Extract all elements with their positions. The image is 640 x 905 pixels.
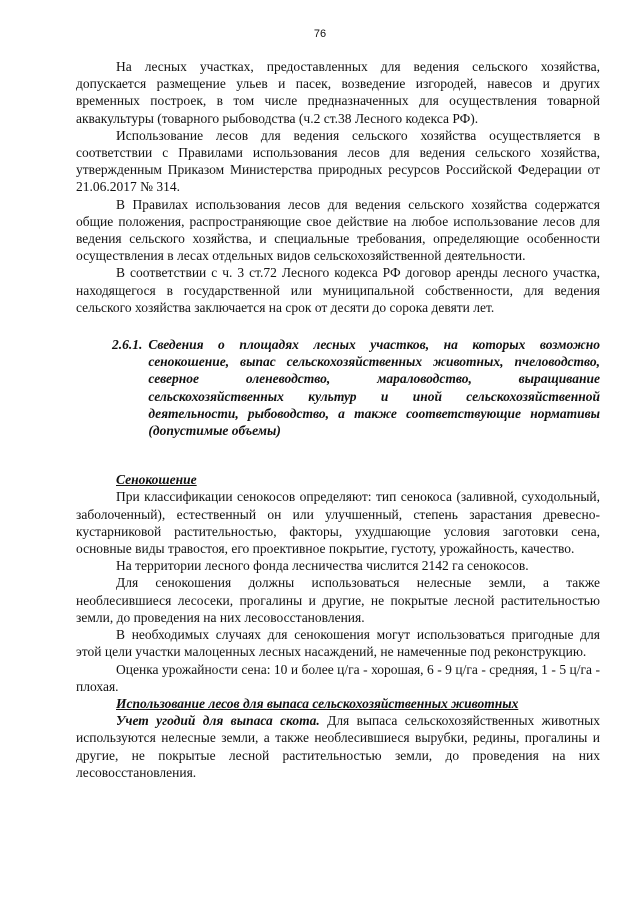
section-title: Сведения о площадях лесных участков, на которых возможно сенокошение, выпас сельскохозяйственных животных, пчеловодство, северное оленеводство, мараловодство, выращивание сельскохозяйственных культур и иной сельскохозяйственной деятельности, рыбоводство, а также соответствующие нормативы (допустимые объемы) xyxy=(148,337,600,439)
paragraph: На лесных участках, предоставленных для ведения сельского хозяйства, допускается размещение ульев и пасек, возведение изгородей, навесов и других временных построек, в том числе предназначенных для осуществления товарной аквакультуры (товарного рыбоводства (ч.2 ст.38 Лесного кодекса РФ). xyxy=(76,59,600,126)
paragraph: В Правилах использования лесов для ведения сельского хозяйства содержатся общие положения, распространяющие свое действие на любое использование лесов для ведения сельского хозяйства, и специальные требования, определяющие особенности осуществления в лесах отдельных видов сельскохозяйственной деятельности. xyxy=(76,196,600,264)
grazing-lead: Учет угодий для выпаса скота. xyxy=(116,713,320,729)
grazing-heading: Использование лесов для выпаса сельскохозяйственных животных xyxy=(116,695,519,711)
page-number: 76 xyxy=(313,28,327,40)
paragraph: На территории лесного фонда лесничества числится 2142 га сенокосов. xyxy=(116,558,529,574)
haymaking-heading: Сенокошение xyxy=(116,472,197,488)
grazing-paragraph xyxy=(76,712,600,781)
paragraph: В необходимых случаях для сенокошения могут использоваться пригодные для этой цели участки малоценных лесных насаждений, не намеченные под реконструкцию. xyxy=(76,627,600,660)
paragraph: Оценка урожайности сена: 10 и более ц/га - хорошая, 6 - 9 ц/га - средняя, 1 - 5 ц/га - плохая. xyxy=(76,661,600,694)
paragraph: В соответствии с ч. 3 ст.72 Лесного кодекса РФ договор аренды лесного участка, находящегося в государственной или муниципальной собственности, для ведения сельского хозяйства заключается на срок от десяти до сорока девяти лет. xyxy=(76,265,600,315)
grazing-text: Для выпаса сельскохозяйственных животных используются нелесные земли, а также необлесившиеся вырубки, редины, прогалины и другие, не покрытые лесной растительностью земли, до проведения на них лесовосстановления. xyxy=(76,713,600,780)
paragraph: При классификации сенокосов определяют: тип сенокоса (заливной, суходольный, заболоченный), естественный он или улучшенный, степень зарастания древесно-кустарниковой растительностью, факторы, ухудшающие условия заготовки сена, основные виды травостоя, его проективное покрытие, густоту, урожайность, качество. xyxy=(76,489,600,557)
document-body xyxy=(76,58,600,781)
section-heading xyxy=(112,336,600,439)
paragraph: Использование лесов для ведения сельского хозяйства осуществляется в соответствии с Правилами использования лесов для ведения сельского хозяйства, утвержденным Приказом Министерства природных ресурсов Российской Федерации от 21.06.2017 № 314. xyxy=(76,127,600,195)
section-number: 2.6.1. xyxy=(112,337,143,353)
paragraph: Для сенокошения должны использоваться нелесные земли, а также необлесившиеся лесосеки, прогалины и другие, не покрытые лесной растительностью земли, до проведения на них лесовосстановления. xyxy=(76,575,600,625)
